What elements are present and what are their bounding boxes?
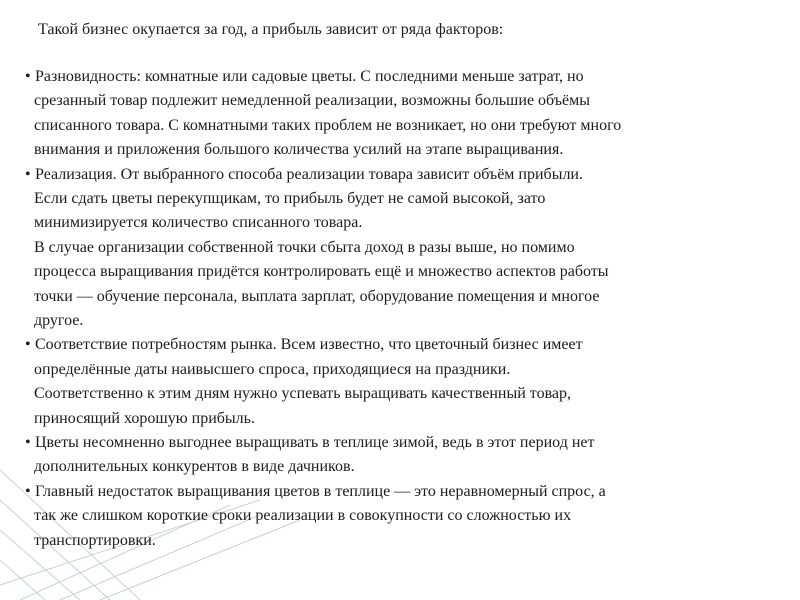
bullet-text: внимания и приложения большого количества усилий на этапе выращивания. — [34, 141, 564, 159]
decoration-line — [0, 560, 45, 600]
intro-text: Такой бизнес окупается за год, а прибыль зависит от ряда факторов: — [38, 21, 504, 38]
bullet-text: списанного товара. С комнатными таких проблем не возникает, но они требуют много — [34, 116, 622, 134]
bullet-item-line — [34, 213, 362, 233]
bullet-item-line — [34, 531, 156, 551]
bullet-text: Главный недостаток выращивания цветов в теплице — это неравномерный спрос, а — [35, 482, 606, 500]
bullet-item-line — [34, 360, 510, 380]
bullet-text: Соответственно к этим дням нужно успевать выращивать качественный товар, — [34, 385, 572, 403]
bullet-item-line — [34, 238, 575, 258]
bullet-item-line — [34, 189, 545, 209]
bullet-text: так же слишком короткие сроки реализации в совокупности со сложностью их — [34, 507, 572, 525]
bullet-item-first-line — [25, 335, 583, 355]
bullet-item-line — [34, 262, 609, 282]
bullet-text: минимизируется количество списанного товара. — [34, 214, 363, 232]
bullet-item-first-line — [25, 165, 583, 185]
bullet-text: процесса выращивания придётся контролировать ещё и множество аспектов работы — [34, 263, 609, 281]
bullet-text: Соответствие потребностям рынка. Всем известно, что цветочный бизнес имеет — [35, 336, 583, 354]
bullet-text: определённые даты наивысшего спроса, приходящиеся на праздники. — [34, 360, 511, 378]
bullet-item-line — [34, 506, 571, 526]
bullet-icon: • — [25, 165, 31, 183]
bullet-text: приносящий хорошую прибыль. — [34, 409, 255, 427]
bullet-item-line — [34, 140, 563, 160]
bullet-item-line — [34, 409, 255, 429]
bullet-text: Реализация. От выбранного способа реализации товара зависит объём прибыли. — [35, 165, 583, 183]
bullet-item-line — [34, 287, 599, 307]
bullet-text: другое. — [34, 312, 84, 329]
bullet-icon: • — [25, 482, 31, 500]
bullet-item-first-line — [25, 67, 584, 87]
bullet-text: Цветы несомненно выгоднее выращивать в теплице зимой, ведь в этот период нет — [35, 434, 595, 451]
bullet-text: Разновидность: комнатные или садовые цветы. С последними меньше затрат, но — [35, 68, 584, 85]
bullet-text: В случае организации собственной точки сбыта доход в разы выше, но помимо — [34, 238, 575, 256]
bullet-text: срезанный товар подлежит немедленной реализации, возможны большие объёмы — [34, 92, 591, 110]
bullet-text: транспортировки. — [34, 531, 156, 549]
bullet-text: точки — обучение персонала, выплата зарплат, оборудование помещения и многое — [34, 287, 600, 305]
bullet-item-first-line — [25, 482, 606, 502]
bullet-icon: • — [25, 336, 31, 354]
bullet-item-first-line — [25, 433, 594, 453]
bullet-icon: • — [25, 434, 31, 451]
decoration-line — [60, 515, 260, 600]
bullet-text: Если сдать цветы перекупщикам, то прибыль будет не самой высокой, зато — [34, 190, 546, 207]
bullet-item-line — [34, 311, 83, 331]
bullet-icon: • — [25, 68, 31, 85]
bullet-item-line — [34, 116, 621, 136]
bullet-text: дополнительных конкурентов в виде дачников. — [34, 458, 355, 476]
bullet-item-line — [34, 91, 590, 111]
bullet-item-line — [34, 384, 571, 404]
bullet-item-line — [34, 457, 355, 477]
